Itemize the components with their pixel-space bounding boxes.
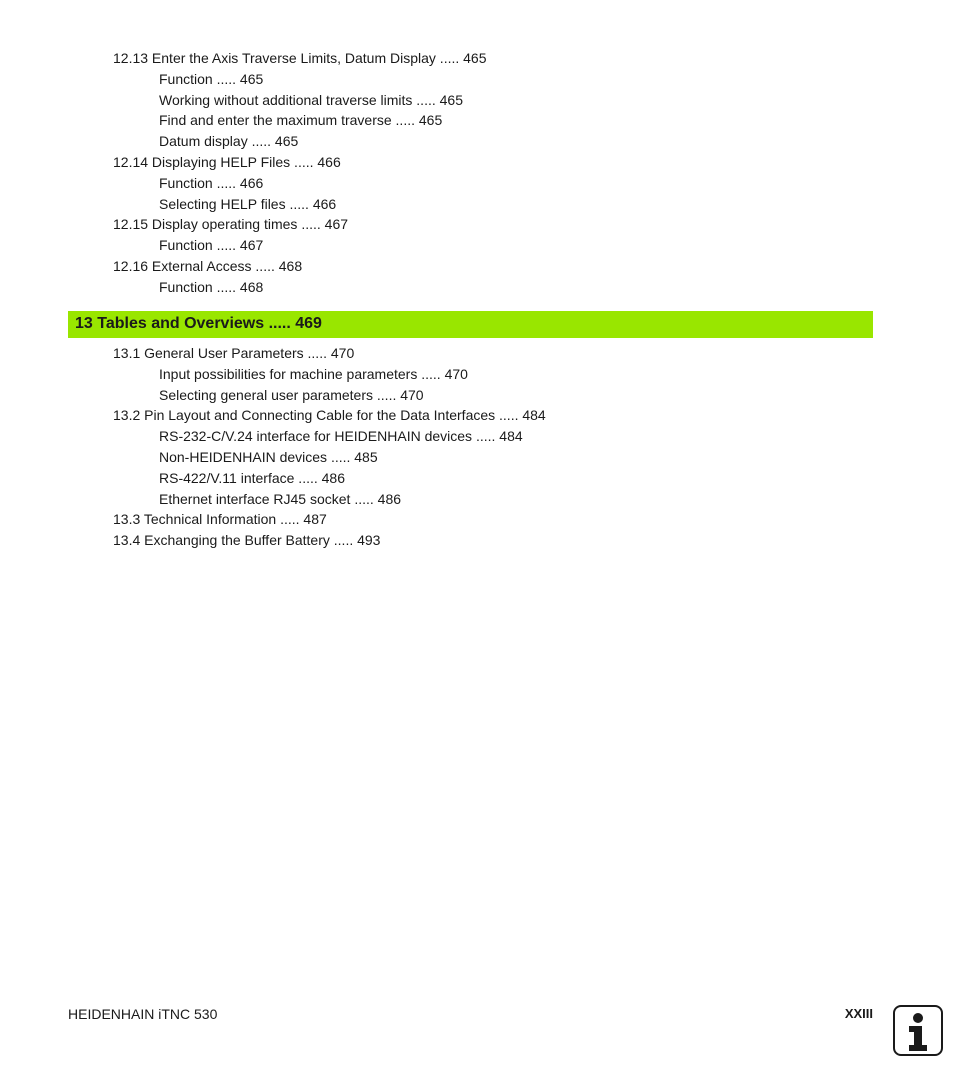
chapter-title[interactable]: 13 Tables and Overviews ..... 469 xyxy=(75,315,322,332)
toc-entry[interactable]: Selecting HELP files ..... 466 xyxy=(159,195,337,212)
toc-entry[interactable]: 12.16 External Access ..... 468 xyxy=(113,258,303,274)
toc-entry[interactable]: Datum display ..... 465 xyxy=(159,133,299,150)
toc-entry[interactable]: Working without additional traverse limits ..... 465 xyxy=(159,91,463,108)
toc-entry[interactable]: Function ..... 468 xyxy=(159,278,264,295)
footer-product-name: HEIDENHAIN iTNC 530 xyxy=(68,1006,218,1022)
toc-entry[interactable]: Non-HEIDENHAIN devices ..... 485 xyxy=(159,449,378,465)
toc-entry[interactable]: 13.1 General User Parameters ..... 470 xyxy=(113,345,355,361)
toc-entry[interactable]: 13.2 Pin Layout and Connecting Cable for the Data Interfaces ..... 484 xyxy=(113,407,546,424)
toc-entry[interactable]: Ethernet interface RJ45 socket ..... 486 xyxy=(159,490,402,507)
toc-entry[interactable]: 13.4 Exchanging the Buffer Battery ..... 493 xyxy=(113,532,381,549)
chapter-heading-bar xyxy=(68,311,873,338)
toc-entry[interactable]: Function ..... 467 xyxy=(159,237,264,254)
toc-entry[interactable]: RS-422/V.11 interface ..... 486 xyxy=(159,469,346,486)
info-icon xyxy=(893,1005,943,1056)
toc-entry[interactable]: Input possibilities for machine parameters ..... 470 xyxy=(159,365,468,382)
page-number: XXIII xyxy=(844,1006,873,1021)
toc-entry[interactable]: Find and enter the maximum traverse ..... 465 xyxy=(159,112,443,129)
toc-entry[interactable]: 13.3 Technical Information ..... 487 xyxy=(113,511,327,528)
toc-entry[interactable]: 12.14 Displaying HELP Files ..... 466 xyxy=(113,154,341,170)
toc-entry[interactable]: RS-232-C/V.24 interface for HEIDENHAIN devices ..... 484 xyxy=(159,428,523,445)
toc-entry[interactable]: Function ..... 466 xyxy=(159,174,264,191)
toc-entry[interactable]: 12.15 Display operating times ..... 467 xyxy=(113,216,349,233)
toc-entry[interactable]: Selecting general user parameters ..... 470 xyxy=(159,386,424,403)
toc-entry[interactable]: 12.13 Enter the Axis Traverse Limits, Datum Display ..... 465 xyxy=(113,50,487,66)
toc-entry[interactable]: Function ..... 465 xyxy=(159,70,264,87)
